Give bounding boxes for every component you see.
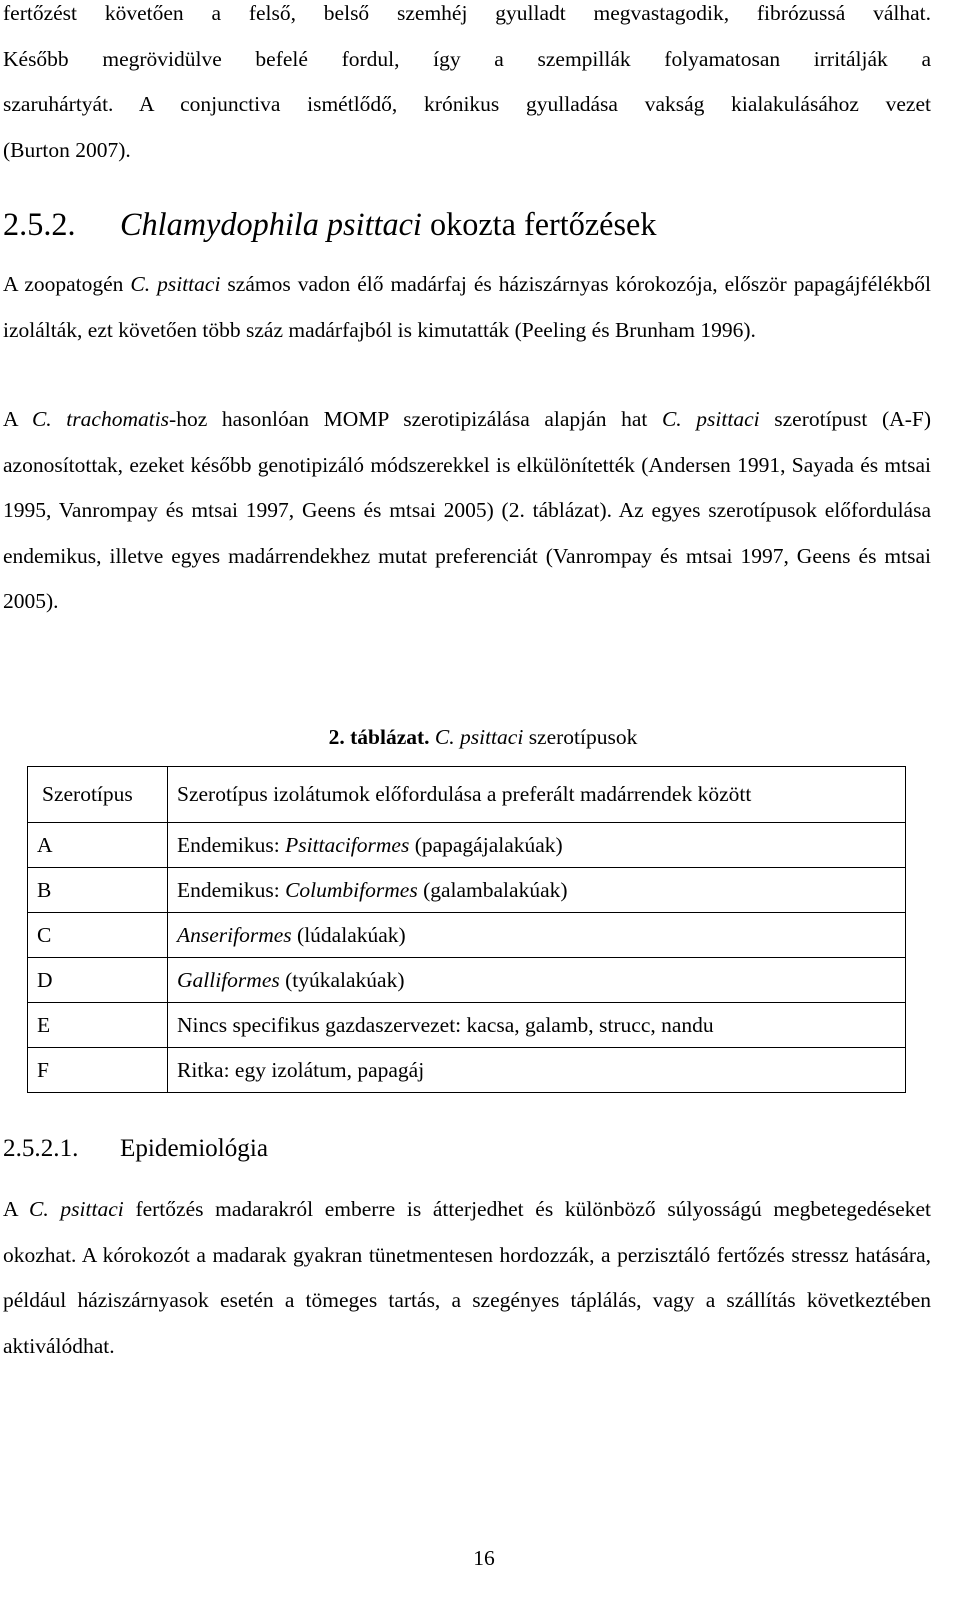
- table-cell-serotype: D: [28, 958, 168, 1003]
- table-cell-serotype: F: [28, 1048, 168, 1093]
- species-name-italic: C. trachomatis: [31, 407, 170, 431]
- section-heading-2-5-2: [3, 206, 657, 242]
- table-caption: [0, 722, 960, 752]
- table-caption-italic: C. psittaci: [434, 725, 524, 749]
- paragraph-zoopathogen: [3, 262, 931, 353]
- table-cell-description: [168, 1048, 906, 1093]
- text-run: (papagájalakúak): [409, 832, 563, 857]
- section-title-italic: Chlamydophila psittaci: [120, 206, 422, 242]
- table-row: [28, 1003, 906, 1048]
- text-run: Ritka: egy izolátum, papagáj: [177, 1057, 425, 1082]
- species-name-italic: C. psittaci: [130, 272, 221, 296]
- text-run: fertőzés madarakról emberre is átterjedhet és különböző súlyosságú megbetegedéseket okozhat. A kórokozót a madarak gyakran tünetmentesen hordozzák, a perzisztáló fertőzés stressz hatására, például háziszárnyasok esetén a tömeges tartás, a szegényes táplálás, vagy a szállítás következtében aktiválódhat.: [3, 1197, 931, 1358]
- table-cell-serotype: A: [28, 823, 168, 868]
- serotype-table: [27, 766, 906, 1093]
- table-row: [28, 913, 906, 958]
- text-run: (tyúkalakúak): [279, 967, 405, 992]
- text-run: Endemikus:: [177, 832, 286, 857]
- table-header-row: [28, 767, 906, 823]
- order-name-italic: Anseriformes: [177, 922, 292, 947]
- text-run: A zoopatogén: [3, 272, 131, 296]
- table-cell-description: [168, 868, 906, 913]
- table-cell-description: [168, 958, 906, 1003]
- text-run: A: [3, 1197, 30, 1221]
- table-row: [28, 958, 906, 1003]
- table-header: [28, 767, 906, 823]
- text-run: -hoz hasonlóan MOMP szerotipizálása alapján hat: [169, 407, 662, 431]
- paragraph-trachoma-continuation: [3, 0, 931, 173]
- table-caption-label: 2. táblázat.: [328, 725, 430, 749]
- table-cell-description: [168, 823, 906, 868]
- section-number: 2.5.2.: [3, 206, 76, 242]
- species-name-italic: C. psittaci: [661, 407, 760, 431]
- section-heading-2-5-2-1: [3, 1134, 269, 1164]
- table-header-cell: Szerotípus: [28, 767, 168, 823]
- table-cell-serotype: C: [28, 913, 168, 958]
- table-cell-description: [168, 913, 906, 958]
- order-name-italic: Psittaciformes: [285, 832, 410, 857]
- text-line: szaruhártyát. A conjunctiva ismétlődő, krónikus gyulladása vakság kialakulásához vezet: [3, 92, 931, 116]
- text-line: fertőzést követően a felső, belső szemhéj gyulladt megvastagodik, fibrózussá válhat.: [3, 1, 931, 25]
- text-run: szerotípust (A-F) azonosítottak, ezeket később genotipizáló módszerekkel is elkülönítették (Andersen 1991, Sayada és mtsai 1995, Vanrompay és mtsai 1997, Geens és mtsai 2005) (2. táblázat). Az egyes szerotípusok előfordulása endemikus, illetve egyes madárrendekhez mutat preferenciát (Vanrompay és mtsai 1997, Geens és mtsai 2005).: [3, 407, 931, 613]
- text-line: (Burton 2007).: [3, 137, 131, 162]
- text-run: A: [3, 407, 32, 431]
- species-name-italic: C. psittaci: [29, 1197, 124, 1221]
- table-cell-serotype: E: [28, 1003, 168, 1048]
- text-run: Endemikus:: [177, 877, 286, 902]
- table-row: [28, 868, 906, 913]
- text-line: Később megrövidülve befelé fordul, így a szempillák folyamatosan irritálják a: [3, 46, 931, 71]
- table-caption-rest: szerotípusok: [528, 725, 638, 749]
- order-name-italic: Galliformes: [177, 967, 280, 992]
- paragraph-epidemiology: [3, 1187, 931, 1369]
- text-run: (lúdalakúak): [291, 922, 406, 947]
- section-title: [120, 206, 657, 242]
- paragraph-momp-serotyping: [3, 397, 931, 625]
- text-run: Nincs specifikus gazdaszervezet: kacsa, galamb, strucc, nandu: [177, 1012, 714, 1037]
- section-title: Epidemiológia: [120, 1135, 269, 1162]
- table-cell-description: [168, 1003, 906, 1048]
- text-run: (galambalakúak): [417, 877, 568, 902]
- order-name-italic: Columbiformes: [285, 877, 418, 902]
- text-run: számos vadon élő madárfaj és háziszárnyas kórokozója, először papagájfélékből izolálták, ezt követően több száz madárfajból is kimutatták (Peeling és Brunham 1996).: [3, 272, 931, 342]
- table-row: [28, 1048, 906, 1093]
- table-header-cell: Szerotípus izolátumok előfordulása a preferált madárrendek között: [168, 767, 906, 823]
- section-number: 2.5.2.1.: [3, 1135, 79, 1162]
- table-body: [28, 823, 906, 1093]
- table-row: [28, 823, 906, 868]
- section-title-rest: okozta fertőzések: [429, 206, 657, 242]
- table-cell-serotype: B: [28, 868, 168, 913]
- page-number: 16: [473, 1546, 495, 1570]
